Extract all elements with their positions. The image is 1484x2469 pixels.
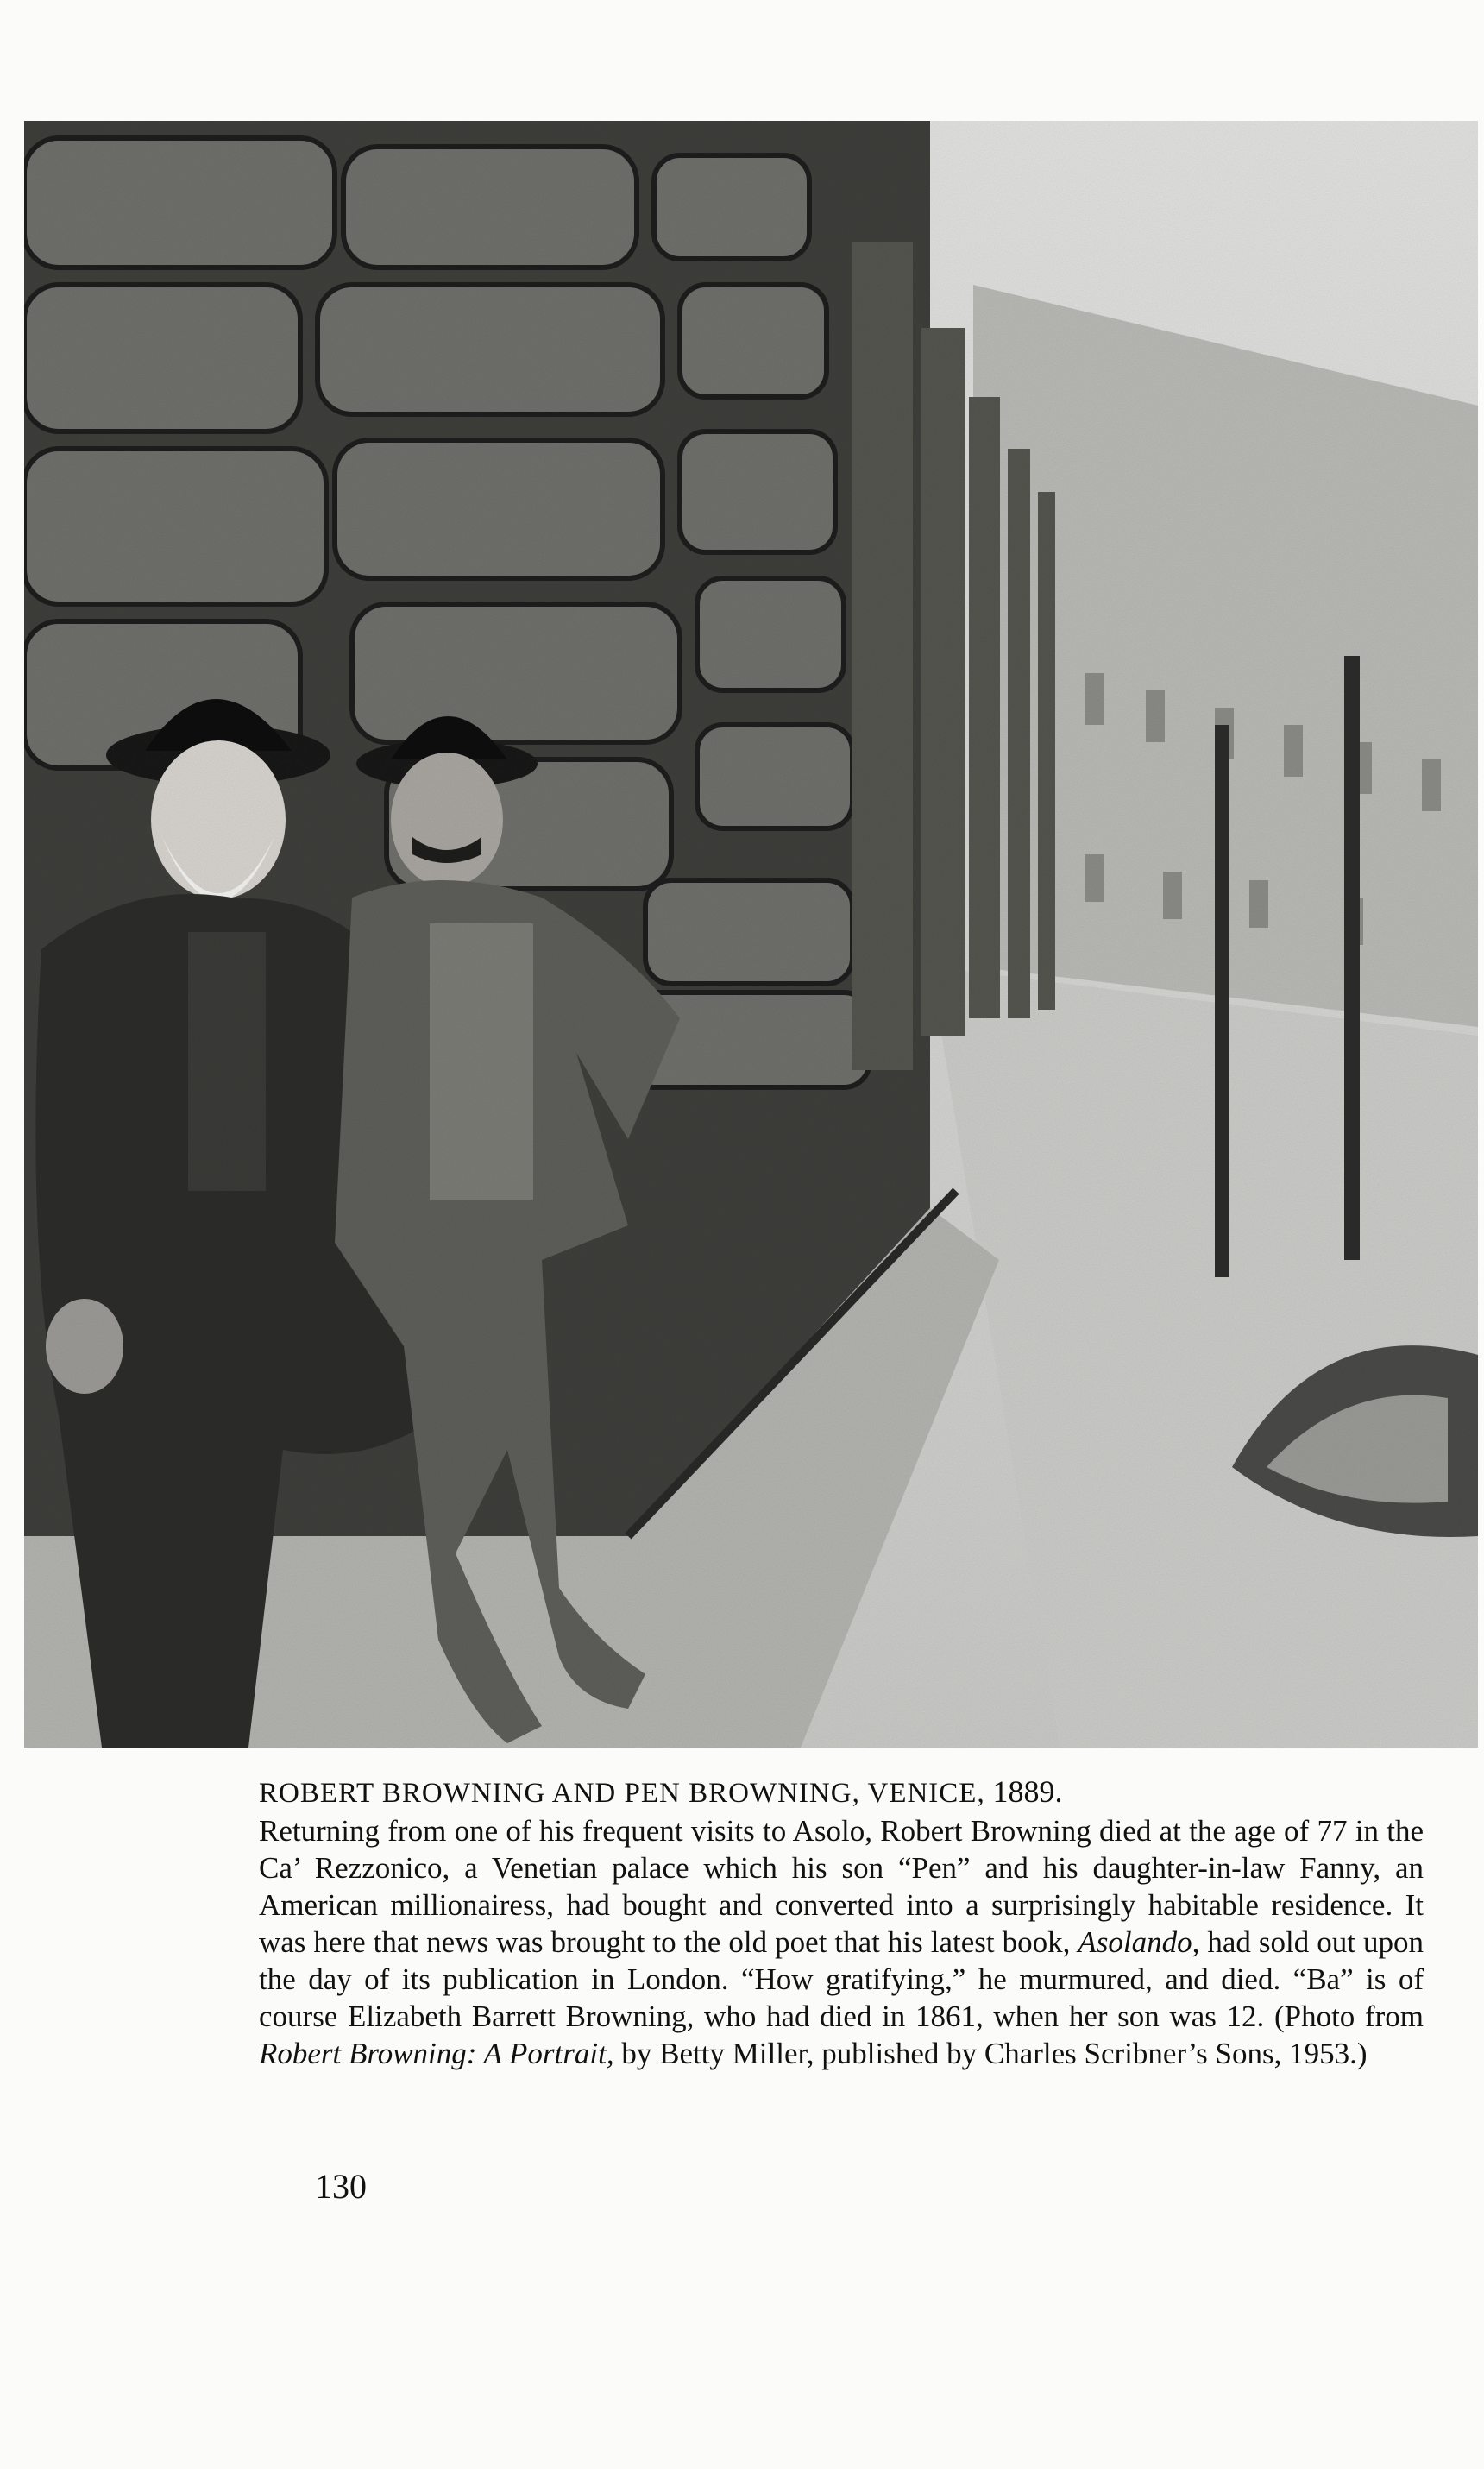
photograph-browning-venice — [24, 121, 1478, 1748]
caption-text-part: Returning from one of his frequent visits to Asolo, Robert Browning died at the age of 77 in the Ca’ Rezzonico, a Venetian palace which his son “Pen” and his daughter-in-law Fanny, an American millionairess, had bought and converted into a surprisingly habitable residence. It was here that news was brought to the old poet that his latest book, — [259, 1814, 1424, 1959]
caption-text-part: had sold out upon the day of its publication in London. “How gratifying,” he murmured, and died. “Ba” is of course Elizabeth Barrett Browning, who had died in 1861, when her son was 12. (Photo from — [259, 1925, 1424, 2033]
photo-caption — [259, 1773, 1424, 2072]
caption-title: ROBERT BROWNING AND PEN BROWNING, VENICE, — [259, 1778, 985, 1809]
mooring-pole — [1344, 656, 1360, 1260]
caption-year: 1889. — [992, 1774, 1063, 1809]
page-number: 130 — [315, 2167, 367, 2206]
caption-body — [259, 1812, 1424, 2072]
caption-text-part: by Betty Miller, published by Charles Scribner’s Sons, 1953.) — [613, 2037, 1368, 2070]
book-title: Asolando, — [1078, 1925, 1200, 1959]
photo-illustration — [24, 121, 1478, 1748]
mooring-pole — [1215, 725, 1229, 1277]
source-title: Robert Browning: A Portrait, — [259, 2037, 614, 2070]
